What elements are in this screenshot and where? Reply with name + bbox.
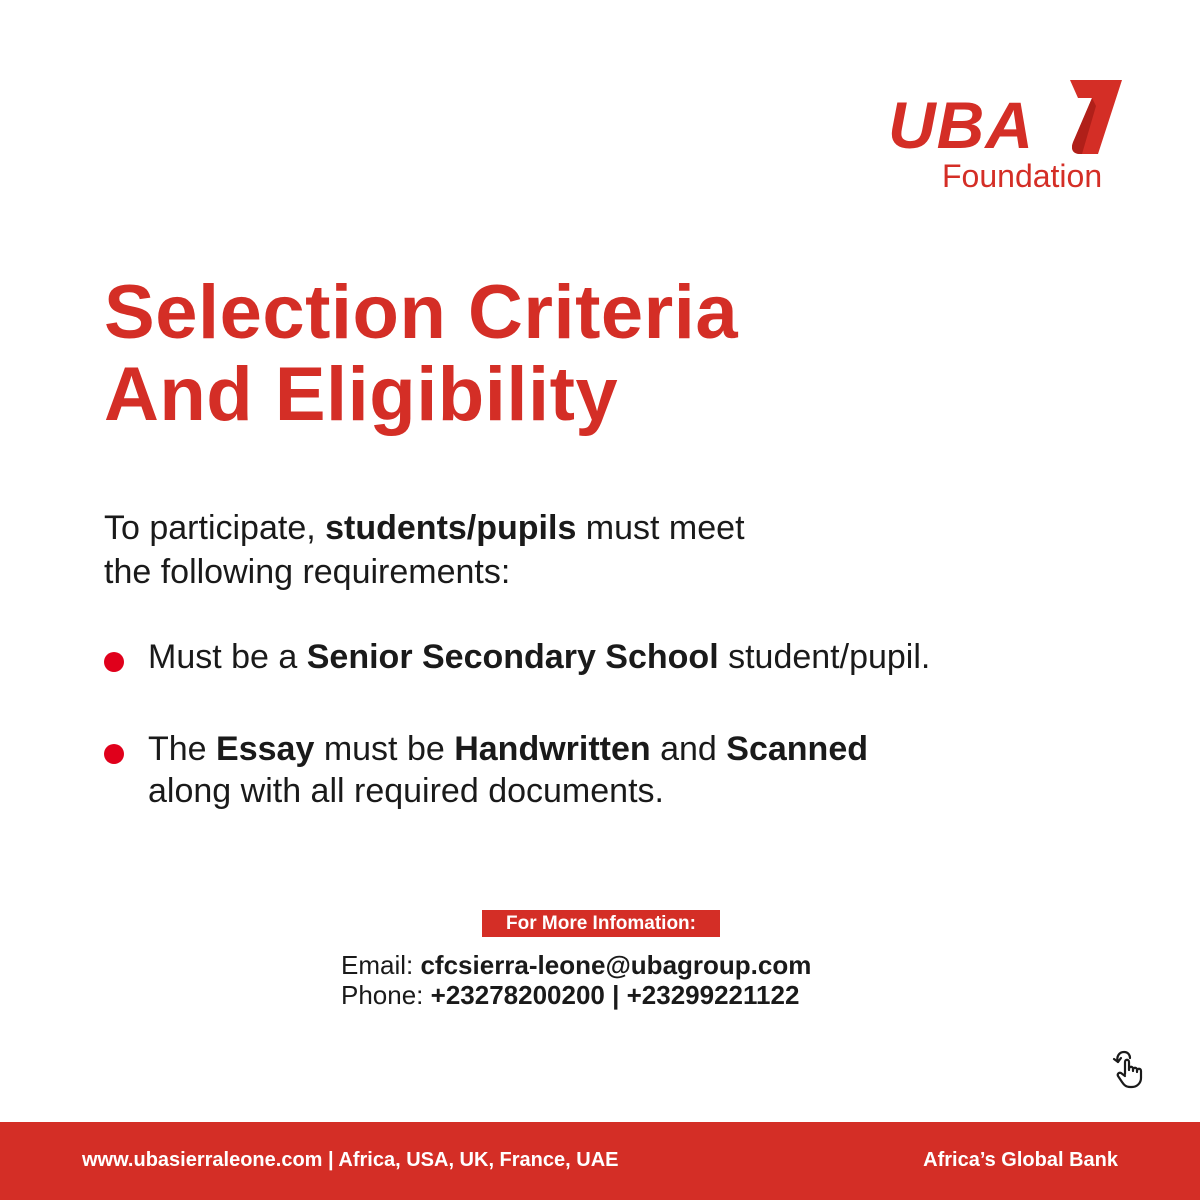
requirements-list bbox=[104, 636, 1064, 812]
intro-bold-text: students/pupils bbox=[325, 509, 577, 547]
contact-block bbox=[341, 950, 811, 1010]
intro-paragraph bbox=[104, 506, 904, 594]
requirement-bold: Essay bbox=[216, 730, 315, 768]
intro-text-before: To participate, bbox=[104, 509, 326, 547]
footer-website-link[interactable]: www.ubasierraleone.com | Africa, USA, UK, France, UAE bbox=[82, 1149, 619, 1171]
email-row bbox=[341, 950, 811, 980]
email-address-link[interactable]: cfcsierra-leone@ubagroup.com bbox=[420, 950, 812, 980]
email-label: Email: bbox=[341, 950, 421, 980]
pointing-hand-icon bbox=[1110, 1048, 1152, 1090]
uba-logo-mark-icon bbox=[1058, 76, 1128, 158]
bullet-dot-icon bbox=[104, 744, 124, 764]
requirement-line-2: along with all required documents. bbox=[148, 772, 664, 810]
requirement-text: must be bbox=[314, 730, 455, 768]
requirement-text: and bbox=[650, 730, 727, 768]
logo-wordmark: UBA bbox=[888, 88, 1034, 162]
requirement-suffix: student/pupil. bbox=[718, 638, 931, 676]
phone-row bbox=[341, 980, 811, 1010]
title-line-1: Selection Criteria bbox=[104, 270, 739, 355]
requirement-bold: Scanned bbox=[726, 730, 869, 768]
intro-line-2: the following requirements: bbox=[104, 553, 511, 591]
requirement-bold: Handwritten bbox=[454, 730, 651, 768]
footer-bar bbox=[0, 1122, 1200, 1200]
uba-foundation-logo bbox=[880, 70, 1130, 200]
list-item bbox=[104, 728, 1064, 812]
bullet-dot-icon bbox=[104, 652, 124, 672]
logo-subtitle: Foundation bbox=[942, 158, 1103, 194]
list-item bbox=[104, 636, 1064, 678]
footer-tagline: Africa’s Global Bank bbox=[923, 1149, 1118, 1171]
phone-numbers[interactable]: +23278200200 | +23299221122 bbox=[430, 980, 800, 1010]
intro-text-after: must meet bbox=[576, 509, 745, 547]
requirement-bold: Senior Secondary School bbox=[306, 638, 719, 676]
phone-label: Phone: bbox=[341, 980, 431, 1010]
more-info-label: For More Infomation: bbox=[482, 910, 720, 937]
requirement-prefix: Must be a bbox=[148, 638, 307, 676]
requirement-prefix: The bbox=[148, 730, 217, 768]
page-title bbox=[104, 272, 738, 436]
title-line-2: And Eligibility bbox=[104, 352, 619, 437]
